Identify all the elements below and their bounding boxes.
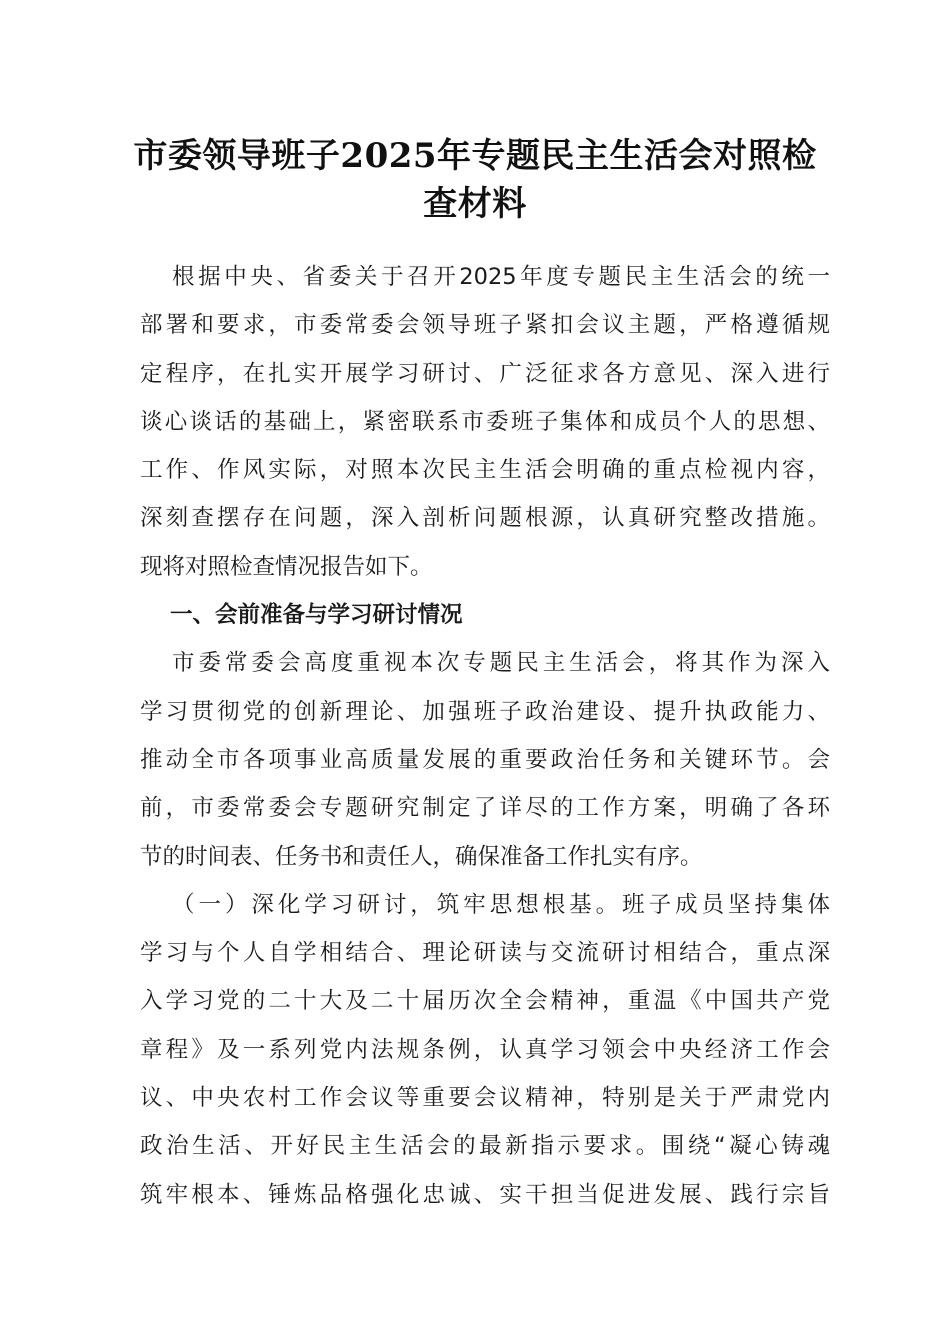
text-line: 前，市委常委会专题研究制定了详尽的工作方案，明确了各环	[140, 795, 830, 822]
document-body	[140, 253, 830, 1219]
text-line: 根据中央、省委关于召开2025年度专题民主生活会的统一	[172, 264, 830, 290]
text-line: 推动全市各项事业高质量发展的重要政治任务和关键环节。会	[140, 746, 830, 773]
section-heading: 一、会前准备与学习研讨情况	[170, 602, 463, 629]
intro-paragraph	[140, 253, 830, 591]
title-line-2: 查材料	[423, 184, 527, 224]
text-line: 市委常委会高度重视本次专题民主生活会，将其作为深入	[172, 650, 830, 677]
text-line: 现将对照检查情况报告如下。	[140, 553, 433, 580]
text-line: 深刻查摆存在问题，深入剖析问题根源，认真研究整改措施。	[140, 505, 830, 532]
text-line: 节的时间表、任务书和责任人，确保准备工作扎实有序。	[140, 843, 703, 870]
text-line: 定程序，在扎实开展学习研讨、广泛征求各方意见、深入进行	[140, 360, 830, 387]
title-line-1: 市委领导班子2025年专题民主生活会对照检	[133, 136, 817, 176]
section1-paragraph	[140, 639, 830, 880]
text-line: 入学习党的二十大及二十届历次全会精神，重温《中国共产党	[140, 988, 830, 1015]
text-line: 工作、作风实际，对照本次民主生活会明确的重点检视内容，	[140, 457, 830, 484]
text-line: 学习贯彻党的创新理论、加强班子政治建设、提升执政能力、	[140, 698, 830, 725]
text-line: 部署和要求，市委常委会领导班子紧扣会议主题，严格遵循规	[140, 312, 830, 339]
text-line: 学习与个人自学相结合、理论研读与交流研讨相结合，重点深	[140, 940, 830, 967]
text-line: 筑牢根本、锤炼品格强化忠诚、实干担当促进发展、践行宗旨	[140, 1181, 830, 1208]
text-line: 议、中央农村工作会议等重要会议精神，特别是关于严肃党内	[140, 1085, 830, 1112]
text-line: 政治生活、开好民主生活会的最新指示要求。围绕“凝心铸魂	[140, 1133, 830, 1160]
subsection1-paragraph	[140, 881, 830, 1219]
text-line: 章程》及一系列党内法规条例，认真学习领会中央经济工作会	[140, 1036, 830, 1063]
text-line: （一）深化学习研讨，筑牢思想根基。班子成员坚持集体	[172, 891, 830, 918]
text-line: 谈心谈话的基础上，紧密联系市委班子集体和成员个人的思想、	[140, 408, 830, 435]
document-title	[100, 132, 850, 228]
